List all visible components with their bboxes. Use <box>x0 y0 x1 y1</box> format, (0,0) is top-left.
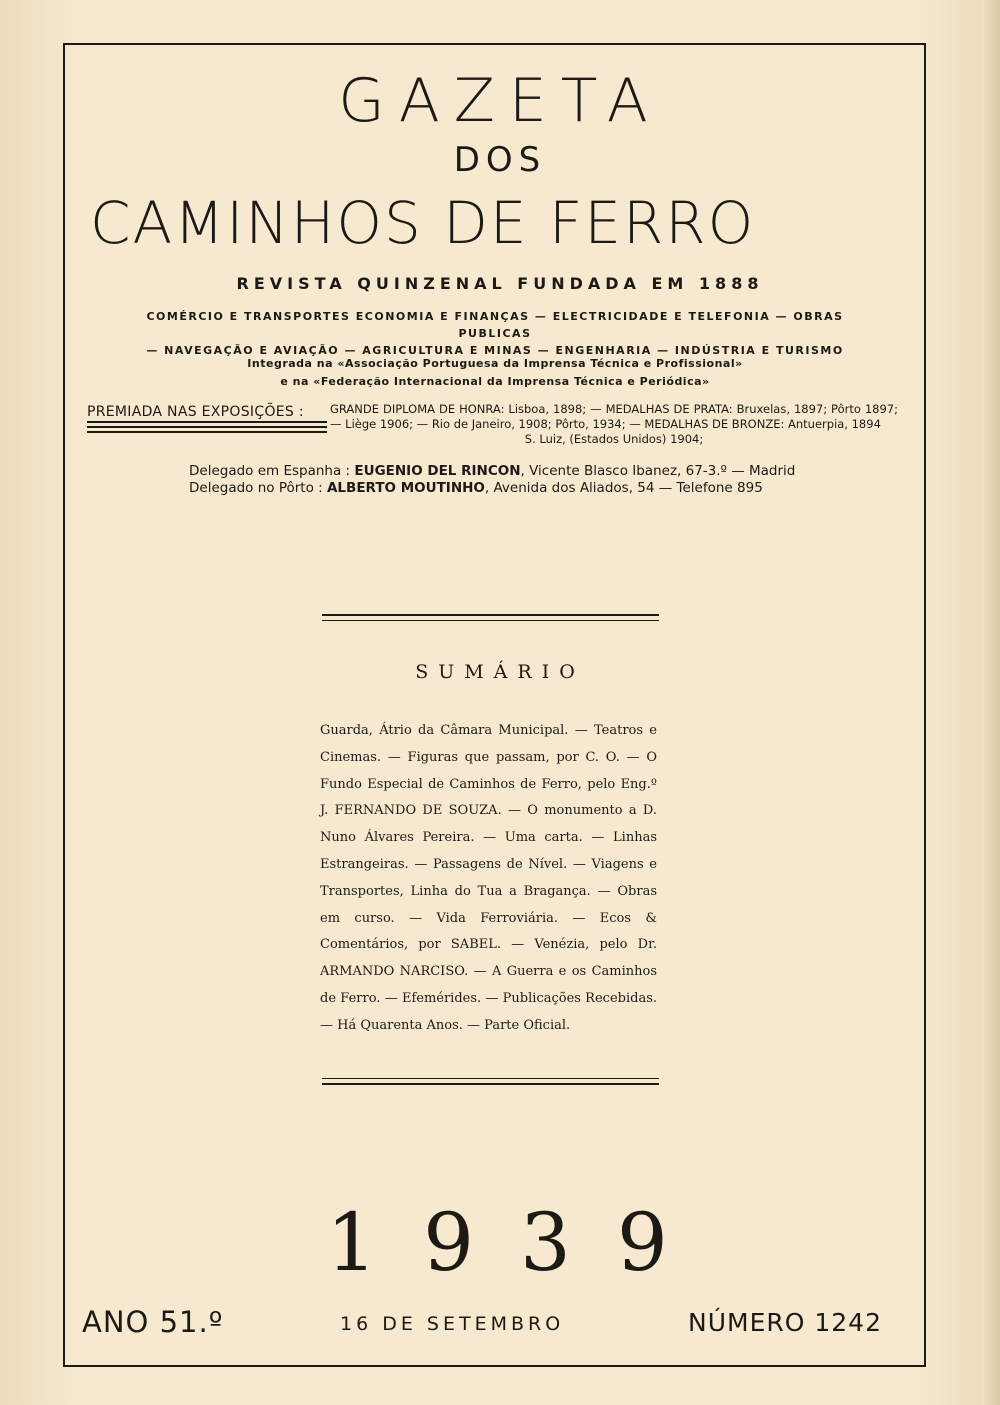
footer-date: 16 DE SETEMBRO <box>340 1313 565 1335</box>
premiada-awards-text: GRANDE DIPLOMA DE HONRA: Lisboa, 1898; — MEDALHAS DE PRATA: Bruxelas, 1897; Pôrto 1897; — Liège 1906; — Rio de Janeiro, 1908; Pôrto, 1934; — MEDALHAS DE BRONZE: Antuerpia, 1894 <box>330 402 898 431</box>
sumario-bottom-rule <box>322 1083 659 1085</box>
sumario-top-rule <box>322 614 659 616</box>
sumario-title: SUMÁRIO <box>415 661 585 683</box>
delegado-name: ALBERTO MOUTINHO <box>326 480 485 496</box>
delegado-porto <box>189 480 795 497</box>
integrada-line-2: e na «Federação Internacional da Imprensa Técnica e Periódica» <box>280 375 710 388</box>
footer-ano: ANO 51.º <box>82 1305 224 1339</box>
delegado-prefix: Delegado em Espanha : <box>189 463 355 479</box>
issue-year: 1939 <box>326 1196 714 1289</box>
topics-line-2: — NAVEGAÇÃO E AVIAÇÃO — AGRICULTURA E MINAS — ENGENHARIA — INDÚSTRIA E TURISMO <box>146 344 844 357</box>
integrada-line-1: Integrada na «Associação Portuguesa da Imprensa Técnica e Profissional» <box>247 357 743 370</box>
sumario-bottom-rule-thin <box>322 1078 659 1079</box>
masthead-subtitle: REVISTA QUINZENAL FUNDADA EM 1888 <box>236 274 764 293</box>
delegado-address: , Vicente Blasco Ibanez, 67-3.º — Madrid <box>520 463 796 479</box>
premiada-awards-last: S. Luiz, (Estados Unidos) 1904; <box>524 432 704 446</box>
masthead-title-caminhos: CAMINHOS DE FERRO <box>90 189 756 257</box>
premiada-label: PREMIADA NAS EXPOSIÇÕES : <box>87 404 304 420</box>
premiada-rule <box>87 426 327 428</box>
sumario-text: Guarda, Átrio da Câmara Municipal. — Teatros e Cinemas. — Figuras que passam, por C. O. — O Fundo Especial de Caminhos de Ferro, pelo Eng.º J. FERNANDO DE SOUZA. — O monumento a D. Nuno Álvares Pereira. — Uma carta. — Linhas Estrangeiras. — Passagens de Nível. — Viagens e Transportes, Linha do Tua a Bragança. — Obras em curso. — Vida Ferroviária. — Ecos & Comentários, por SABEL. — Venézia, pelo Dr. ARMANDO NARCISO. — A Guerra e os Caminhos de Ferro. — Efemérides. — Publicações Recebidas. — Há Quarenta Anos. — Parte Oficial. <box>320 723 657 1033</box>
premiada-awards <box>330 402 898 447</box>
delegado-name: EUGENIO DEL RINCON <box>354 463 521 479</box>
page-edge <box>982 0 1000 1405</box>
footer-numero: NÚMERO 1242 <box>688 1308 882 1337</box>
premiada-rule <box>87 421 327 423</box>
premiada-rules <box>87 421 327 436</box>
delegado-address: , Avenida dos Aliados, 54 — Telefone 895 <box>484 480 763 496</box>
sumario-top-rule-thin <box>322 620 659 621</box>
delegados-block <box>189 463 795 497</box>
masthead-title-dos: DOS <box>453 140 547 180</box>
delegado-espanha <box>189 463 795 480</box>
integrada-block <box>110 355 880 391</box>
delegado-prefix: Delegado no Pôrto : <box>189 480 327 496</box>
topics-block <box>110 308 880 359</box>
masthead-title-gazeta: GAZETA <box>338 66 662 136</box>
premiada-rule <box>87 431 327 433</box>
topics-line-1: COMÉRCIO E TRANSPORTES ECONOMIA E FINANÇAS — ELECTRICIDADE E TELEFONIA — OBRAS PUBLICAS <box>146 310 844 340</box>
